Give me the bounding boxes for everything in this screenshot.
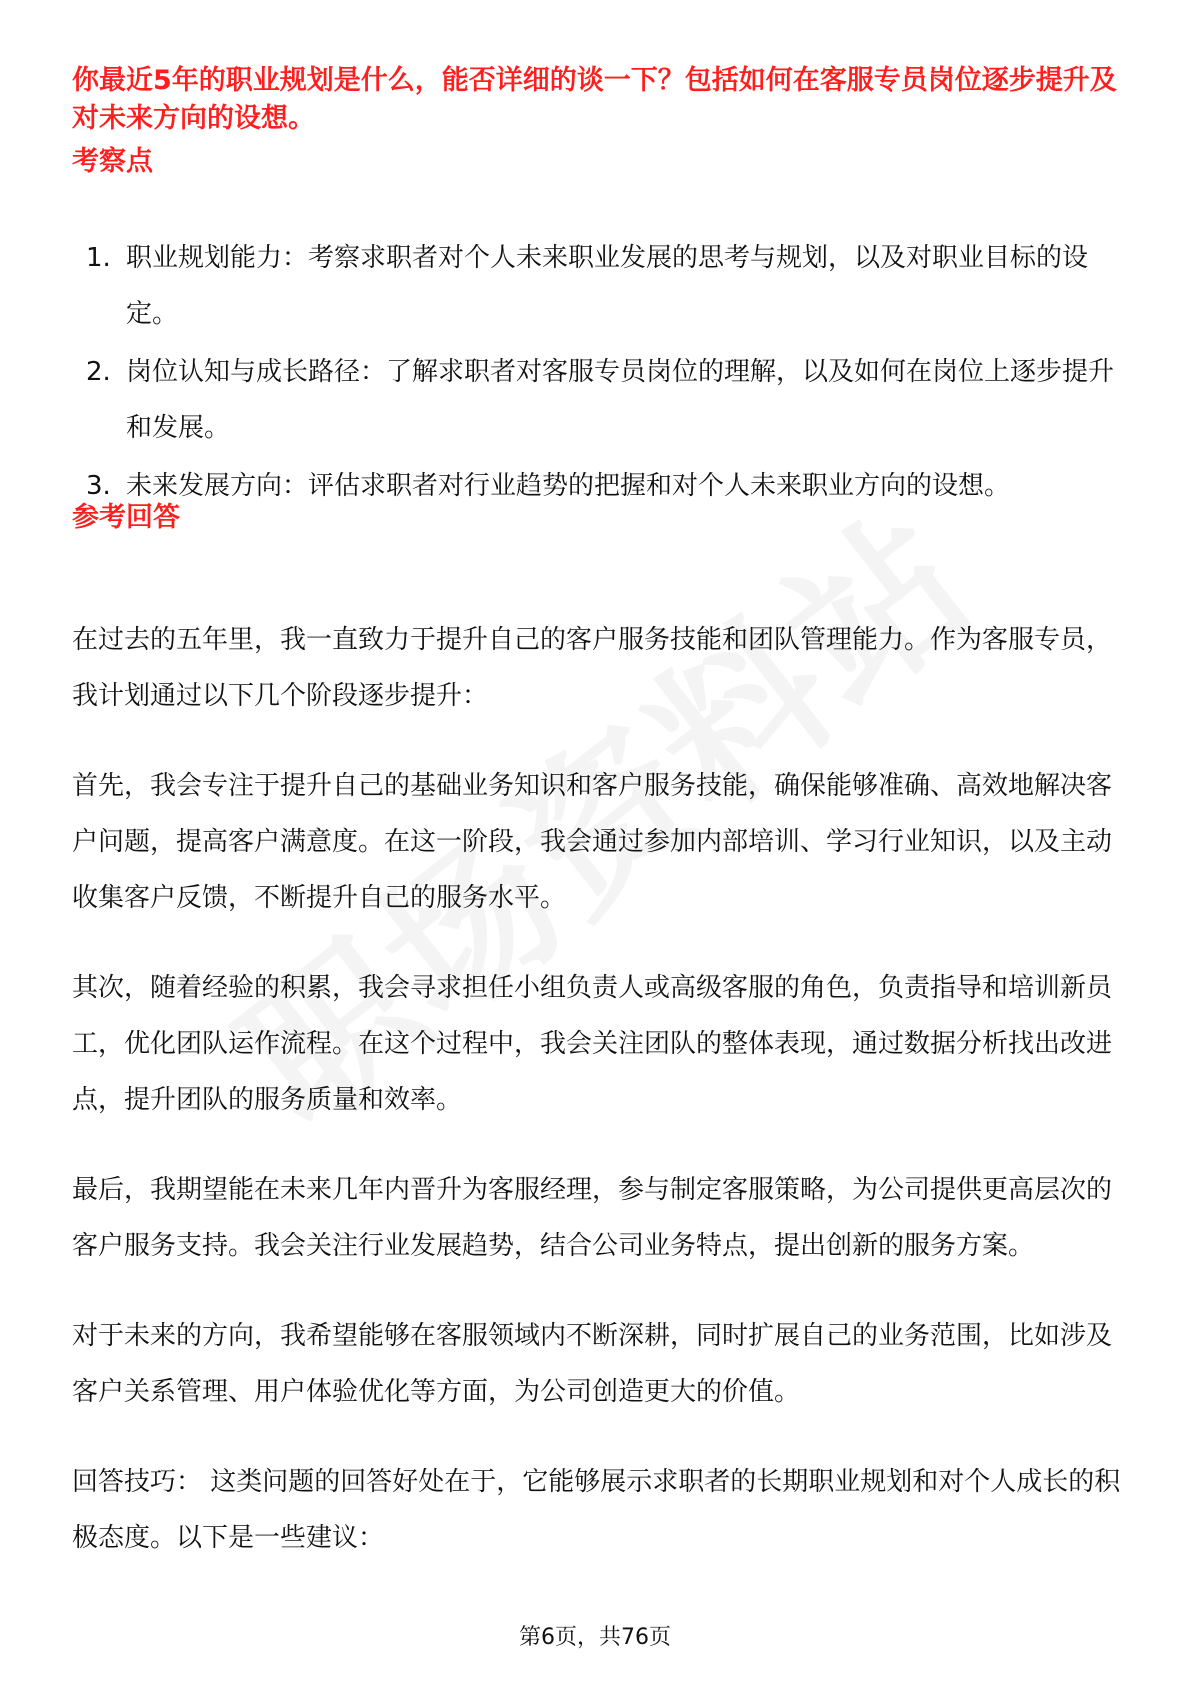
answer-paragraph: 在过去的五年里，我一直致力于提升自己的客户服务技能和团队管理能力。作为客服专员，我计划通过以下几个阶段逐步提升： [72,625,1113,711]
question-heading: 你最近5年的职业规划是什么，能否详细的谈一下？包括如何在客服专员岗位逐步提升及对未来方向的设想。 [72,65,1117,134]
point-text: 未来发展方向：评估求职者对行业趋势的把握和对个人未来职业方向的设想。 [126,471,1011,501]
point-number: 1. [86,243,111,273]
point-text: 岗位认知与成长路径：了解求职者对客服专员岗位的理解，以及如何在岗位上逐步提升和发展。 [126,357,1115,443]
examination-point-2 [72,344,1132,456]
answer-tips-paragraph: 回答技巧： 这类问题的回答好处在于，它能够展示求职者的长期职业规划和对个人成长的积极态度。以下是一些建议： [72,1467,1121,1553]
examination-points-title: 考察点 [72,146,153,177]
answer-paragraph: 对于未来的方向，我希望能够在客服领域内不断深耕，同时扩展自己的业务范围，比如涉及客户关系管理、用户体验优化等方面，为公司创造更大的价值。 [72,1321,1113,1407]
examination-point-1 [72,230,1132,342]
answer-paragraph: 首先，我会专注于提升自己的基础业务知识和客户服务技能，确保能够准确、高效地解决客户问题，提高客户满意度。在这一阶段，我会通过参加内部培训、学习行业知识，以及主动收集客户反馈，不断提升自己的服务水平。 [72,771,1113,913]
reference-answer-title: 参考回答 [72,502,180,533]
examination-points-list [72,230,1132,516]
answer-paragraph: 其次，随着经验的积累，我会寻求担任小组负责人或高级客服的角色，负责指导和培训新员工，优化团队运作流程。在这个过程中，我会关注团队的整体表现，通过数据分析找出改进点，提升团队的服务质量和效率。 [72,973,1113,1115]
point-number: 2. [86,357,111,387]
point-text: 职业规划能力：考察求职者对个人未来职业发展的思考与规划，以及对职业目标的设定。 [126,243,1089,329]
page-number-footer: 第6页，共76页 [519,1625,671,1650]
point-number: 3. [86,471,111,501]
answer-paragraph: 最后，我期望能在未来几年内晋升为客服经理，参与制定客服策略，为公司提供更高层次的客户服务支持。我会关注行业发展趋势，结合公司业务特点，提出创新的服务方案。 [72,1175,1113,1261]
reference-answer-body [72,612,1132,1600]
examination-point-3 [72,458,1132,514]
